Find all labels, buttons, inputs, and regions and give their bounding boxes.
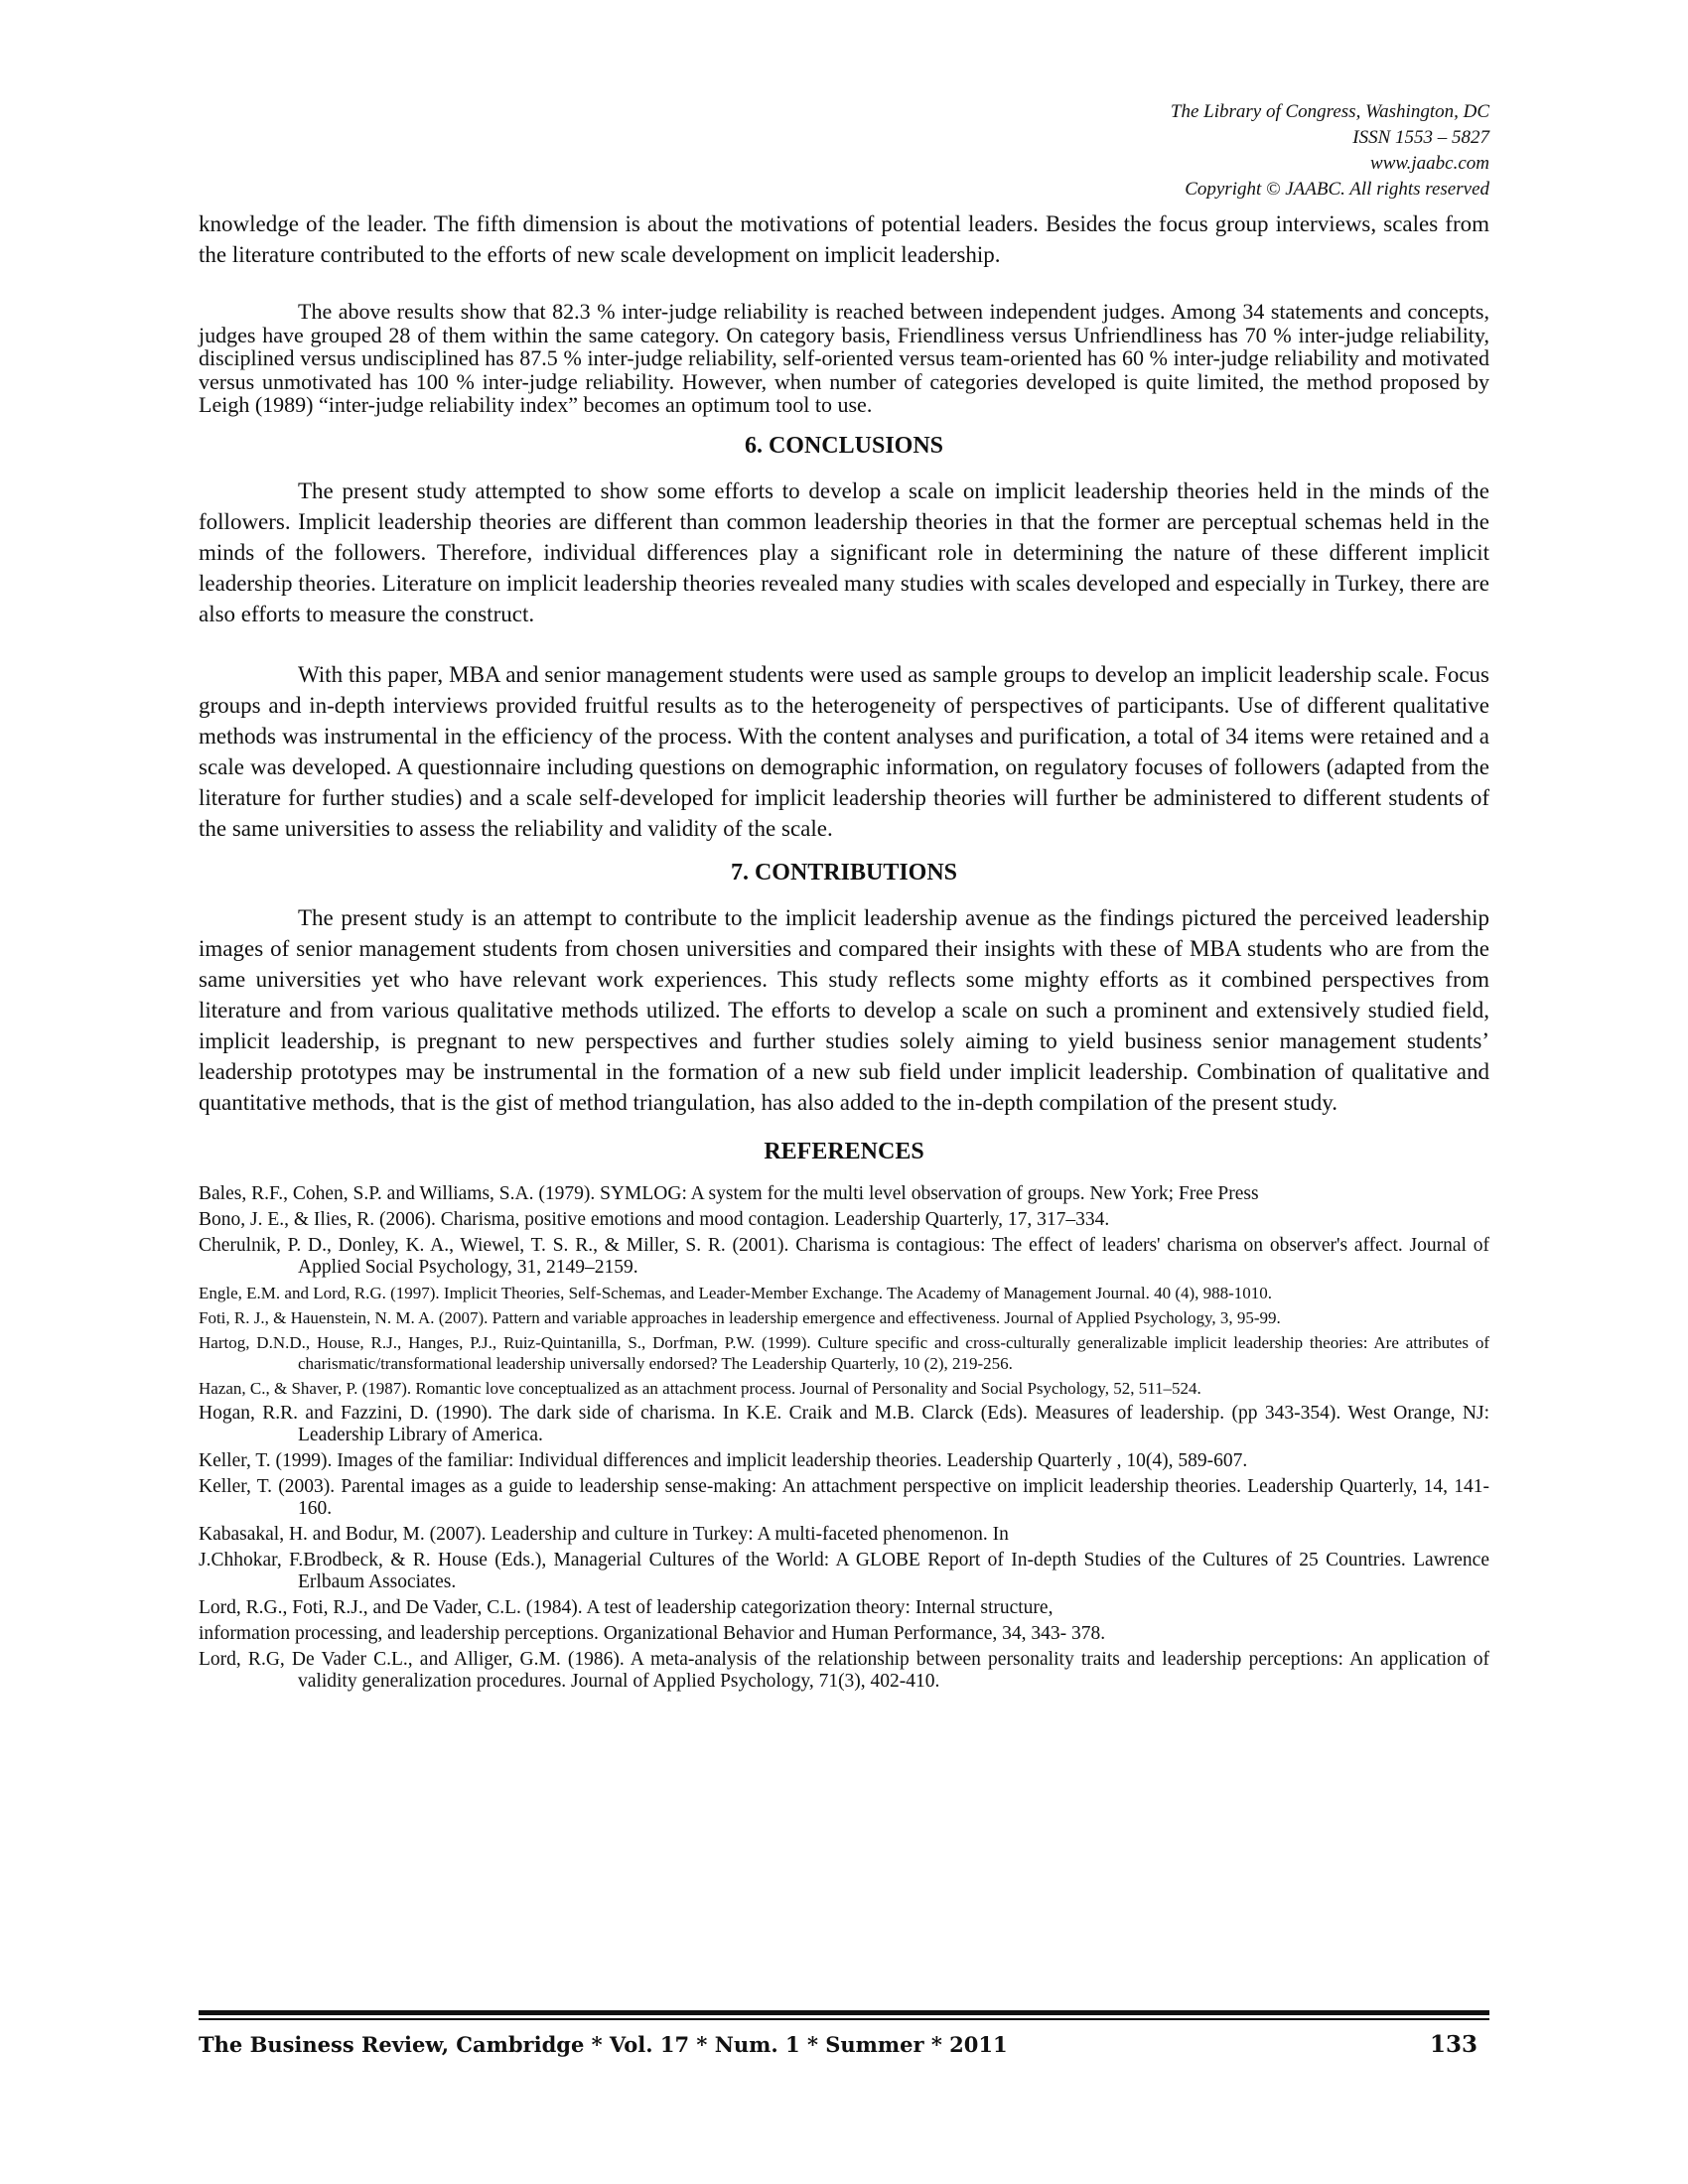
reference-list <box>199 1183 1489 1693</box>
reference-item: Lord, R.G., Foti, R.J., and De Vader, C.L. (1984). A test of leadership categorization theory: Internal structure, <box>199 1596 1054 1618</box>
section-heading-references: REFERENCES <box>764 1138 924 1164</box>
reference-item: information processing, and leadership perceptions. Organizational Behavior and Human Performance, 34, 343- 378. <box>199 1622 1106 1644</box>
running-footer <box>199 2031 1489 2058</box>
body-paragraph: The above results show that 82.3 % inter-judge reliability is reached between independent judges. Among 34 statements and concepts, judges have grouped 28 of them within the same category. On category basis, Friendliness versus Unfriendliness has 70 % inter-judge reliability, disciplined versus undisciplined has 87.5 % inter-judge reliability, self-oriented versus team-oriented has 60 % inter-judge reliability and motivated versus unmotivated has 100 % inter-judge reliability. However, when number of categories developed is quite limited, the method proposed by Leigh (1989) “inter-judge reliability index” becomes an optimum tool to use. <box>199 299 1489 417</box>
footer-rule-thick <box>199 2010 1489 2015</box>
reference-item: Hartog, D.N.D., House, R.J., Hanges, P.J., Ruiz-Quintanilla, S., Dorfman, P.W. (1999). Culture specific and cross-culturally generalizable implicit leadership theories: Are attributes of charismatic/transformational leadership universally endorsed? The Leadership Quarterly, 10 (2), 219-256. <box>199 1332 1489 1373</box>
reference-item: Keller, T. (1999). Images of the familiar: Individual differences and implicit leadership theories. Leadership Quarterly , 10(4), 589-607. <box>199 1449 1248 1471</box>
reference-item: Engle, E.M. and Lord, R.G. (1997). Implicit Theories, Self-Schemas, and Leader-Member Exchange. The Academy of Management Journal. 40 (4), 988-1010. <box>199 1283 1273 1302</box>
header-line-library: The Library of Congress, Washington, DC <box>1170 101 1489 122</box>
page-number: 133 <box>1429 2031 1477 2058</box>
section-heading-contributions: 7. CONTRIBUTIONS <box>730 859 958 886</box>
running-header <box>1171 99 1489 203</box>
reference-item: Hazan, C., & Shaver, P. (1987). Romantic love conceptualized as an attachment process. Journal of Personality and Social Psychology, 52, 511–524. <box>199 1378 1201 1398</box>
footer-rule-thin <box>199 2018 1489 2020</box>
body-paragraph: The present study is an attempt to contribute to the implicit leadership avenue as the findings pictured the perceived leadership images of senior management students from chosen universities and compared their insights with these of MBA students who are from the same universities yet who have relevant work experiences. This study reflects some mighty efforts as it combined perspectives from literature and from various qualitative methods utilized. The efforts to develop a scale on such a prominent and extensively studied field, implicit leadership, is pregnant to new perspectives and further studies solely aiming to yield business senior management students’ leadership prototypes may be instrumental in the formation of a new sub field under implicit leadership. Combination of qualitative and quantitative methods, that is the gist of method triangulation, has also added to the in-depth compilation of the present study. <box>199 904 1489 1115</box>
reference-item: Kabasakal, H. and Bodur, M. (2007). Leadership and culture in Turkey: A multi-faceted phenomenon. In <box>199 1523 1009 1545</box>
body-paragraph: The present study attempted to show some efforts to develop a scale on implicit leadership theories held in the minds of the followers. Implicit leadership theories are different than common leadership theories in that the former are perceptual schemas held in the minds of the followers. Therefore, individual differences play a significant role in determining the nature of these different implicit leadership theories. Literature on implicit leadership theories revealed many studies with scales developed and especially in Turkey, there are also efforts to measure the construct. <box>199 478 1489 626</box>
header-line-copyright: Copyright © JAABC. All rights reserved <box>1185 179 1489 200</box>
reference-item: Foti, R. J., & Hauenstein, N. M. A. (2007). Pattern and variable approaches in leadership emergence and effectiveness. Journal of Applied Psychology, 3, 95-99. <box>199 1307 1281 1327</box>
section-heading-conclusions: 6. CONCLUSIONS <box>744 432 944 459</box>
reference-item: Lord, R.G, De Vader C.L., and Alliger, G.M. (1986). A meta-analysis of the relationship between personality traits and leadership perceptions: An application of validity generalization procedures. Journal of Applied Psychology, 71(3), 402-410. <box>199 1648 1489 1692</box>
header-line-issn: ISSN 1553 – 5827 <box>1352 127 1489 148</box>
body-paragraph: knowledge of the leader. The fifth dimension is about the motivations of potential leaders. Besides the focus group interviews, scales from the literature contributed to the efforts of new scale development on implicit leadership. <box>199 211 1489 267</box>
body-paragraph: With this paper, MBA and senior management students were used as sample groups to develop an implicit leadership scale. Focus groups and in-depth interviews provided fruitful results as to the heterogeneity of perspectives of participants. Use of different qualitative methods was instrumental in the efficiency of the process. With the content analyses and purification, a total of 34 items were retained and a scale was developed. A questionnaire including questions on demographic information, on regulatory focuses of followers (adapted from the literature for further studies) and a scale self-developed for implicit leadership theories will further be administered to different students of the same universities to assess the reliability and validity of the scale. <box>199 661 1489 841</box>
reference-item: Hogan, R.R. and Fazzini, D. (1990). The dark side of charisma. In K.E. Craik and M.B. Clarck (Eds). Measures of leadership. (pp 343-354). West Orange, NJ: Leadership Library of America. <box>199 1402 1489 1445</box>
reference-item: Bales, R.F., Cohen, S.P. and Williams, S.A. (1979). SYMLOG: A system for the multi level observation of groups. New York; Free Press <box>199 1182 1259 1204</box>
reference-item: Bono, J. E., & Ilies, R. (2006). Charisma, positive emotions and mood contagion. Leadership Quarterly, 17, 317–334. <box>199 1208 1110 1230</box>
reference-item: J.Chhokar, F.Brodbeck, & R. House (Eds.), Managerial Cultures of the World: A GLOBE Report of In-depth Studies of the Cultures of 25 Countries. Lawrence Erlbaum Associates. <box>199 1549 1489 1592</box>
header-line-website: www.jaabc.com <box>1370 153 1489 174</box>
reference-item: Cherulnik, P. D., Donley, K. A., Wiewel, T. S. R., & Miller, S. R. (2001). Charisma is contagious: The effect of leaders' charisma on observer's affect. Journal of Applied Social Psychology, 31, 2149–2159. <box>199 1234 1489 1278</box>
reference-item: Keller, T. (2003). Parental images as a guide to leadership sense-making: An attachment perspective on implicit leadership theories. Leadership Quarterly, 14, 141-160. <box>199 1475 1489 1519</box>
article-body <box>199 208 1489 1697</box>
footer-journal-citation: The Business Review, Cambridge * Vol. 17 * Num. 1 * Summer * 2011 <box>199 2032 1008 2057</box>
